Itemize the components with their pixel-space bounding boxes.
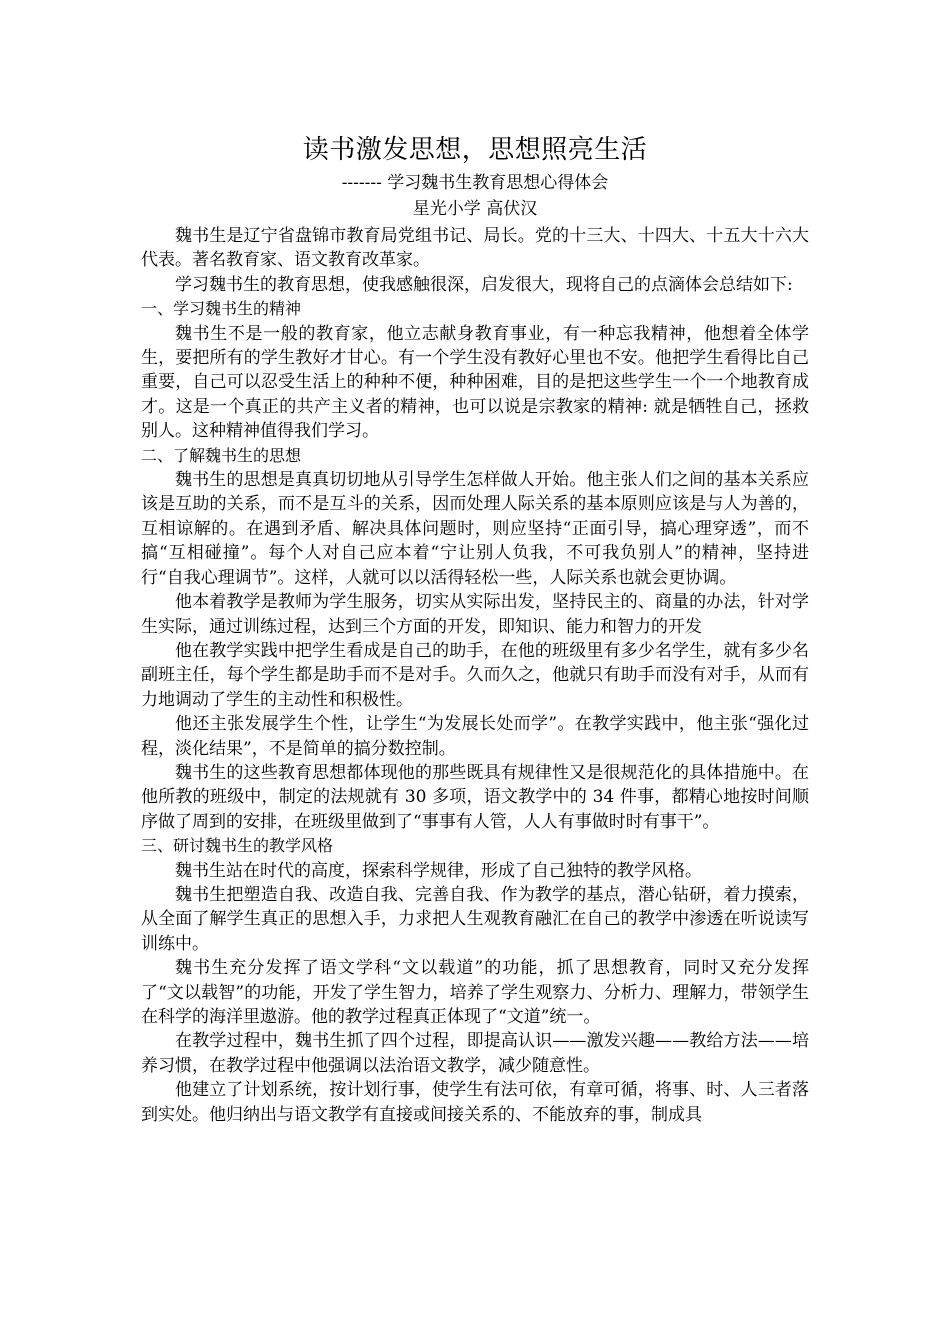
paragraph: 魏书生站在时代的高度，探索科学规律，形成了自己独特的教学风格。 xyxy=(175,860,702,881)
section-heading: 二、了解魏书生的思想 xyxy=(141,445,302,465)
paragraph: 魏书生是辽宁省盘锦市教育局党组书记、局长。党的十三大、十四大、十五大十六大代表。著名教育家、语文教育改革家。 xyxy=(141,226,809,271)
paragraph: 魏书生充分发挥了语文学科“文以载道”的功能，抓了思想教育，同时又充分发挥了“文以载智”的功能，开发了学生智力，培养了学生观察力、分析力、理解力，带领学生在科学的海洋里遨游。他的教学过程真正体现了“文道”统一。 xyxy=(141,958,809,1027)
section-heading: 一、学习魏书生的精神 xyxy=(141,299,302,319)
paragraph: 他建立了计划系统，按计划行事，使学生有法可依，有章可循，将事、时、人三者落到实处。他归纳出与语文教学有直接或间接关系的、不能放弃的事，制成具 xyxy=(141,1080,809,1125)
paragraph: 魏书生的思想是真真切切地从引导学生怎样做人开始。他主张人们之间的基本关系应该是互助的关系，而不是互斗的关系，因而处理人际关系的基本原则应该是与人为善的，互相谅解的。在遇到矛盾、解决具体问题时，则应坚持“正面引导，搞心理穿透”，而不搞“互相碰撞”。每个人对自己应本着“宁让别人负我，不可我负别人”的精神，坚持进行“自我心理调节”。这样，人就可以以活得轻松一些，人际关系也就会更协调。 xyxy=(141,470,809,588)
paragraph: 魏书生不是一般的教育家，他立志献身教育事业，有一种忘我精神，他想着全体学生，要把所有的学生教好才甘心。有一个学生没有教好心里也不安。他把学生看得比自己重要，自己可以忍受生活上的种种不便，种种困难，目的是把这些学生一个一个地教育成才。这是一个真正的共产主义者的精神，也可以说是宗教家的精神: 就是牺牲自己，拯救别人。这种精神值得我们学习。 xyxy=(141,323,809,442)
document-title: 读书激发思想，思想照亮生活 xyxy=(302,135,648,165)
section-heading: 三、研讨魏书生的教学风格 xyxy=(141,836,334,856)
paragraph: 魏书生的这些教育思想都体现他的那些既具有规律性又是很规范化的具体措施中。在他所教的班级中，制定的法规就有 30 多项，语文教学中的 34 件事，都精心地按时间顺序做了周到的安排，在班级里做到了“事事有人管，人人有事做时时有事干”。 xyxy=(141,762,809,832)
paragraph: 在教学过程中，魏书生抓了四个过程，即提高认识——激发兴趣——教给方法——培养习惯，在教学过程中他强调以法治语文教学，减少随意性。 xyxy=(141,1031,809,1076)
document-author: 星光小学 高伏汉 xyxy=(412,199,538,219)
paragraph: 他在教学实践中把学生看成是自己的助手，在他的班级里有多少名学生，就有多少名副班主任，每个学生都是助手而不是对手。久而久之，他就只有助手而没有对手，从而有力地调动了学生的主动性和积极性。 xyxy=(141,640,809,710)
paragraph: 魏书生把塑造自我、改造自我、完善自我、作为教学的基点，潜心钻研，着力摸索，从全面了解学生真正的思想入手，力求把人生观教育融汇在自己的教学中渗透在听说读写训练中。 xyxy=(141,884,809,954)
document-page xyxy=(141,130,809,1127)
paragraph: 他本着教学是教师为学生服务，切实从实际出发，坚持民主的、商量的办法，针对学生实际，通过训练过程，达到三个方面的开发，即知识、能力和智力的开发 xyxy=(141,592,809,637)
paragraph: 他还主张发展学生个性，让学生“为发展长处而学”。在教学实践中，他主张“强化过程，淡化结果”，不是简单的搞分数控制。 xyxy=(141,714,809,759)
paragraph: 学习魏书生的教育思想，使我感触很深，启发很大，现将自己的点滴体会总结如下: xyxy=(175,274,793,295)
document-subtitle: ------- 学习魏书生教育思想心得体会 xyxy=(341,173,609,193)
